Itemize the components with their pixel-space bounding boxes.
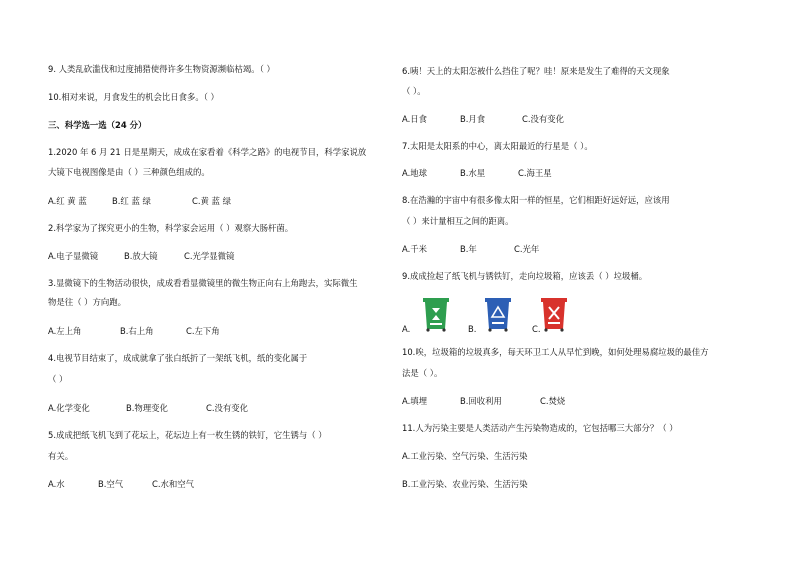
question-5-line1: 5.成成把纸飞机飞到了花坛上，花坛边上有一枚生锈的铁钉，它生锈与（ ） xyxy=(48,430,327,440)
option-c: C.没有变化 xyxy=(522,114,565,124)
question-6-line2: （ ）。 xyxy=(402,86,426,96)
question-11: 11.人为污染主要是人类活动产生污染物造成的，它包括哪三大部分？（ ） xyxy=(402,423,678,433)
blue-bin-icon xyxy=(484,296,512,332)
bin-option-a xyxy=(402,296,458,336)
option-b: B.物理变化 xyxy=(126,403,168,413)
question-1-line2: 大镜下电视图像是由（ ）三种颜色组成的。 xyxy=(48,167,210,177)
question-8-line2: （ ）来计量相互之间的距离。 xyxy=(402,216,514,226)
question-11-option-a: A.工业污染、空气污染、生活污染 xyxy=(402,451,528,461)
question-10-line2: 法是（ ）。 xyxy=(402,368,443,378)
option-c: C.光年 xyxy=(514,244,540,254)
option-a: A.左上角 xyxy=(48,326,82,336)
question-4-line1: 4.电视节目结束了，成成就拿了张白纸折了一架纸飞机，纸的变化属于 xyxy=(48,353,308,363)
question-10-options xyxy=(402,396,565,406)
option-b: B.空气 xyxy=(98,479,124,489)
red-bin-icon xyxy=(540,296,568,332)
option-a: A.地球 xyxy=(402,168,427,178)
section-heading: 三、科学选一选（24 分） xyxy=(48,120,147,130)
option-a: A.红 黄 蓝 xyxy=(48,196,87,206)
option-a: A.日食 xyxy=(402,114,427,124)
question-6-options xyxy=(402,114,564,124)
option-b: B.放大镜 xyxy=(124,251,158,261)
question-3-options xyxy=(48,326,220,336)
question-11-option-b: B.工业污染、农业污染、生活污染 xyxy=(402,479,528,489)
option-c: C.左下角 xyxy=(186,326,220,336)
option-b: B.月食 xyxy=(460,114,486,124)
option-a: A. xyxy=(402,324,411,334)
bin-options xyxy=(402,296,752,336)
question-7: 7.太阳是太阳系的中心，离太阳最近的行星是（ ）。 xyxy=(402,141,593,151)
question-1-line1: 1.2020 年 6 月 21 日是星期天，成成在家看着《科学之路》的电视节目，科学家说放 xyxy=(48,147,367,157)
question-5-line2: 有关。 xyxy=(48,451,74,461)
question-10-line1: 10.唉，垃圾箱的垃圾真多，每天环卫工人从早忙到晚，如何处理易腐垃圾的最佳方 xyxy=(402,347,709,357)
option-b: B.红 蓝 绿 xyxy=(112,196,151,206)
question-2-options xyxy=(48,251,234,261)
option-a: A.化学变化 xyxy=(48,403,90,413)
option-b: B.回收利用 xyxy=(460,396,502,406)
option-c: C.黄 蓝 绿 xyxy=(192,196,231,206)
question-2: 2.科学家为了探究更小的生物，科学家会运用（ ）观察大肠杆菌。 xyxy=(48,223,294,233)
bin-option-b xyxy=(468,296,524,336)
option-a: A.千米 xyxy=(402,244,427,254)
question-1-options xyxy=(48,196,231,206)
bin-option-c xyxy=(532,296,588,336)
option-c: C.没有变化 xyxy=(206,403,249,413)
option-a: A.填埋 xyxy=(402,396,427,406)
question-7-options xyxy=(402,168,552,178)
option-c: C.水和空气 xyxy=(152,479,195,489)
option-b: B.年 xyxy=(460,244,477,254)
question-3-line2: 物是往（ ）方向跑。 xyxy=(48,297,127,307)
question-6-line1: 6.咦！天上的太阳怎被什么挡住了呢？哇！原来是发生了难得的天文现象 xyxy=(402,66,670,76)
question-4-line2: （ ） xyxy=(48,374,68,384)
option-b: B. xyxy=(468,324,477,334)
option-a: A.水 xyxy=(48,479,65,489)
question-4-options xyxy=(48,403,248,413)
question-3-line1: 3.显微镜下的生物活动很快，成成看看显微镜里的微生物正向右上角跑去，实际微生 xyxy=(48,278,358,288)
question-8-line1: 8.在浩瀚的宇宙中有很多像太阳一样的恒星，它们相距好远好远，应该用 xyxy=(402,195,670,205)
question-8-options xyxy=(402,244,539,254)
question-9: 9.成成捡起了纸飞机与锈铁钉，走向垃圾箱，应该丢（ ）垃圾桶。 xyxy=(402,271,648,281)
option-b: B.右上角 xyxy=(120,326,154,336)
option-c: C. xyxy=(532,324,541,334)
green-bin-icon xyxy=(422,296,450,332)
true-false-q9: 9. 人类乱砍滥伐和过度捕猎使得许多生物资源濒临枯竭。（ ） xyxy=(48,64,275,74)
option-c: C.海王星 xyxy=(518,168,552,178)
option-a: A.电子显微镜 xyxy=(48,251,99,261)
true-false-q10: 10.相对来说，月食发生的机会比日食多。（ ） xyxy=(48,92,219,102)
option-c: C.焚烧 xyxy=(540,396,566,406)
question-5-options xyxy=(48,479,194,489)
option-c: C.光学显微镜 xyxy=(184,251,235,261)
option-b: B.水星 xyxy=(460,168,486,178)
